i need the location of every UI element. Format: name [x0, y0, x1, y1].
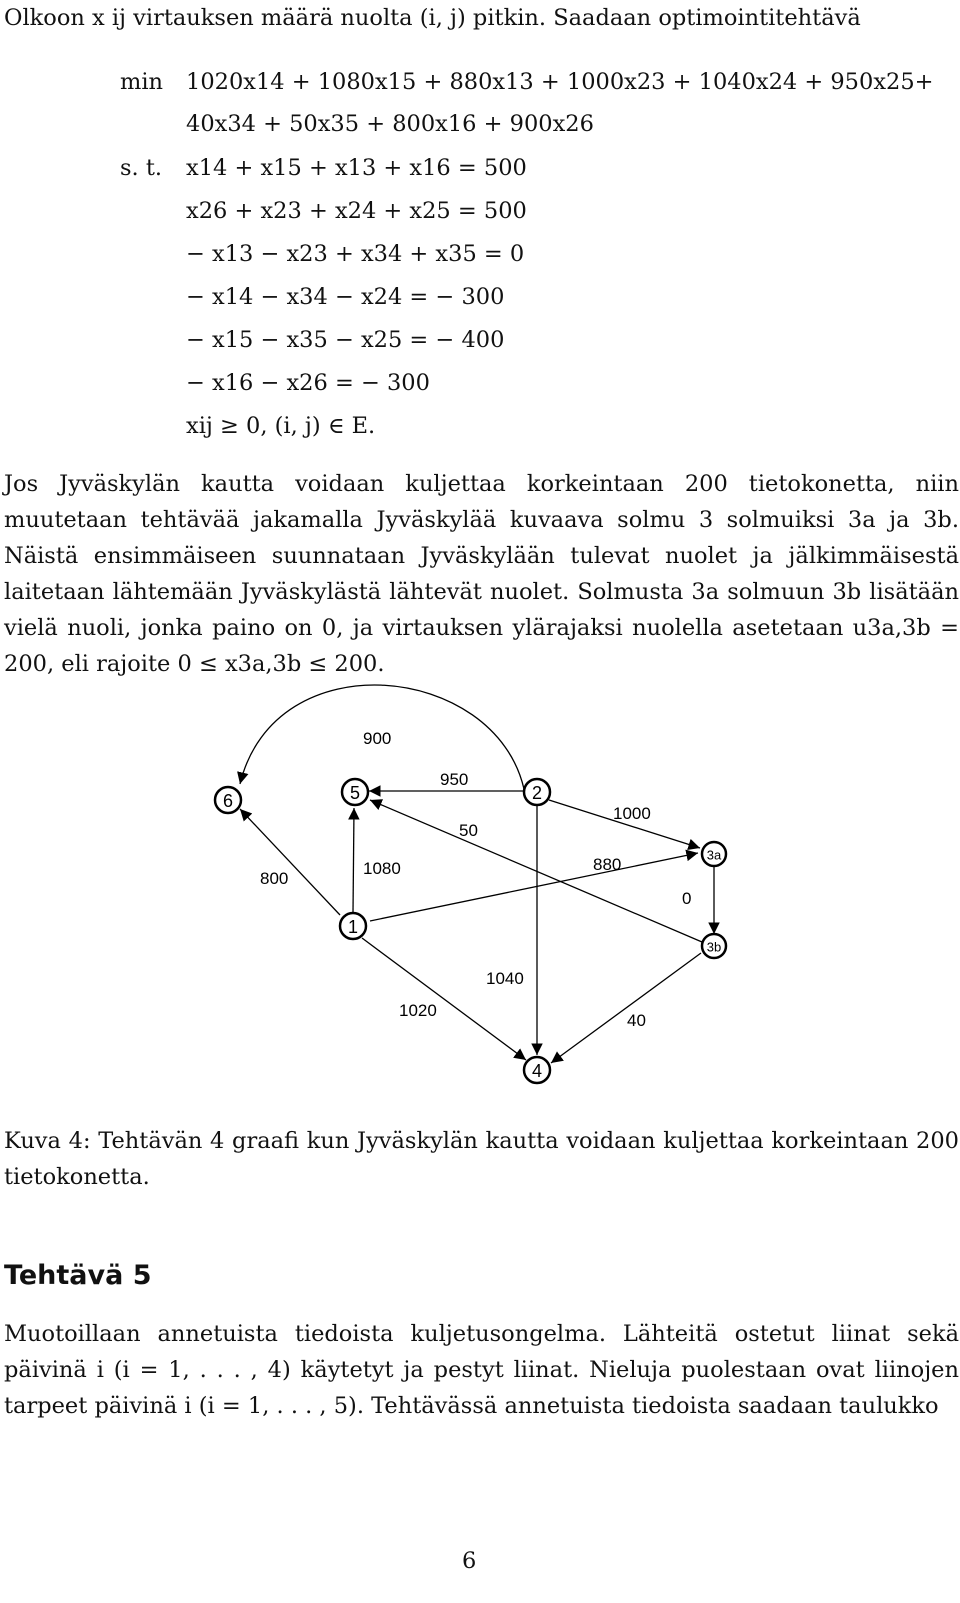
node-3a: [702, 842, 726, 866]
weight-40: 40: [627, 1011, 646, 1030]
constraint-4: − x14 − x34 − x24 = − 300: [186, 284, 505, 310]
weight-880: 880: [593, 855, 622, 874]
node-5-label: 5: [349, 783, 361, 803]
node-4: [524, 1057, 550, 1083]
edge-3b-4: [551, 953, 701, 1063]
constraint-5: − x15 − x35 − x25 = − 400: [186, 327, 505, 353]
objective-line-1: 1020x14 + 1080x15 + 880x13 + 1000x23 + 1040x24 + 950x25+: [186, 69, 934, 95]
weight-1020: 1020: [399, 1001, 437, 1020]
node-1-label: 1: [347, 917, 359, 937]
node-3b: [702, 934, 726, 958]
weight-900: 900: [363, 729, 392, 748]
node-2-label: 2: [531, 783, 543, 803]
edge-3b-5: [370, 800, 702, 942]
weight-0: 0: [682, 889, 692, 908]
weight-800: 800: [260, 869, 289, 888]
edge-1-4: [362, 938, 526, 1060]
weight-950: 950: [440, 770, 469, 789]
min-label: min: [120, 69, 164, 95]
node-1: [340, 913, 366, 939]
weight-1040: 1040: [486, 969, 524, 988]
weight-50: 50: [459, 821, 478, 840]
constraint-1: x14 + x15 + x13 + x16 = 500: [186, 155, 527, 181]
node-4-label: 4: [531, 1061, 543, 1081]
edge-1-5: [353, 808, 354, 913]
page-number: 6: [462, 1548, 477, 1574]
st-label: s. t.: [120, 155, 163, 181]
constraint-6: − x16 − x26 = − 300: [186, 370, 430, 396]
node-5: [342, 779, 368, 805]
body-paragraph: Jos Jyväskylän kautta voidaan kuljettaa korkeintaan 200 tietokonetta, niin muutetaan tehtävää jakamalla Jyväskylää kuvaava solmu 3 solmuiksi 3a ja 3b. Näistä ensimmäiseen suunnataan Jyväskylään tulevat nuolet ja jälkimmäisestä laitetaan lähtemään Jyväskylästä lähtevät nuolet. Solmusta 3a solmuun 3b lisätään vielä nuoli, jonka paino on 0, ja virtauksen ylärajaksi nuolella asetetaan u3a,3b = 200, eli rajoite 0 ≤ x3a,3b ≤ 200.: [4, 471, 959, 677]
edge-1-3a: [370, 853, 698, 921]
figure-caption: Kuva 4: Tehtävän 4 graafi kun Jyväskylän kautta voidaan kuljettaa korkeintaan 200 tietokonetta.: [4, 1128, 959, 1190]
node-3b-label: 3b: [706, 939, 722, 955]
weight-1080: 1080: [363, 859, 401, 878]
node-2: [524, 779, 550, 805]
objective-line-2: 40x34 + 50x35 + 800x16 + 900x26: [186, 111, 594, 137]
node-3a-label: 3a: [706, 847, 722, 863]
constraint-3: − x13 − x23 + x34 + x35 = 0: [186, 241, 525, 267]
weight-1000: 1000: [613, 804, 651, 823]
section-title: Tehtävä 5: [4, 1260, 152, 1291]
section-body: Muotoillaan annetuista tiedoista kuljetusongelma. Lähteitä ostetut liinat sekä päivinä i (i = 1, . . . , 4) käytetyt ja pestyt liinat. Nieluja puolestaan ovat liinojen tarpeet päivinä i (i = 1, . . . , 5). Tehtävässä annetuista tiedoista saadaan taulukko: [4, 1321, 959, 1419]
edge-1-6: [240, 809, 340, 915]
node-6: [215, 787, 241, 813]
constraint-7: xij ≥ 0, (i, j) ∈ E.: [186, 413, 376, 439]
constraint-2: x26 + x23 + x24 + x25 = 500: [186, 198, 527, 224]
intro-text: Olkoon x ij virtauksen määrä nuolta (i, j) pitkin. Saadaan optimointitehtävä: [4, 5, 861, 31]
node-6-label: 6: [222, 791, 234, 811]
